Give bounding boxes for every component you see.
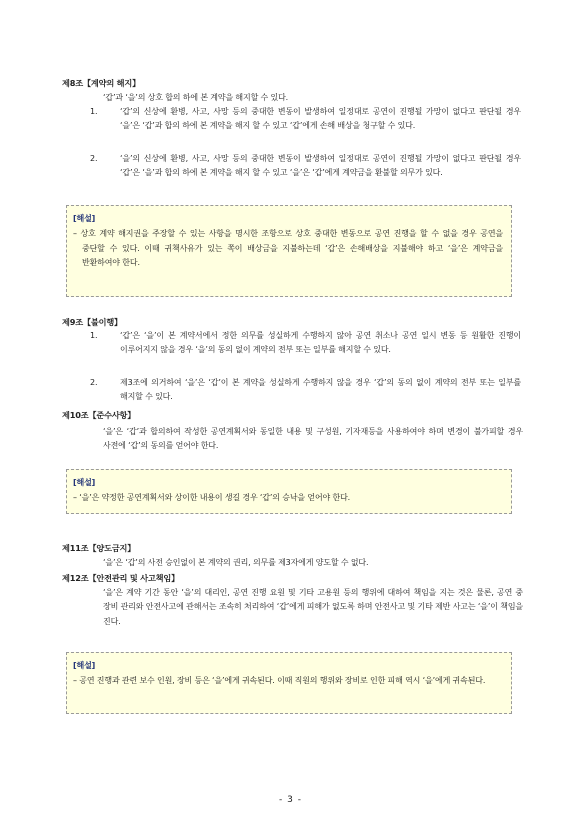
item-number: 1. xyxy=(90,331,98,340)
item-text: ‘갑’은 ‘을’이 본 계약서에서 정한 의무를 성실하게 수행하지 않아 공연 취소나 공연 일시 변동 등 원활한 진행이 이루어지지 않을 경우 ‘을’의 동의 없이 계약의 전부 또는 일부를 해지할 수 있다. xyxy=(120,331,521,355)
item-number: 2. xyxy=(90,378,98,387)
item-number: 1. xyxy=(90,107,98,116)
item-number: 2. xyxy=(90,154,98,163)
article-12-title: 제12조【안전관리 및 사고책임】 xyxy=(62,573,180,583)
article-10-commentary xyxy=(66,469,512,514)
page-number: - 3 - xyxy=(279,795,302,805)
commentary-title: [해설] xyxy=(73,478,96,487)
commentary-text: – ‘을’은 약정한 공연계획서와 상이한 내용이 생길 경우 ‘갑’의 승낙을 얻어야 한다. xyxy=(73,493,351,503)
article-10-text: ‘을’은 ‘갑’과 합의하여 작성한 공연계획서와 동일한 내용 및 구성원, 기자재등을 사용하여야 하며 변경이 불가피할 경우 사전에 ‘갑’의 동의를 얻어야 한다. xyxy=(103,427,523,451)
item-text: ‘을’의 신상에 환병, 사고, 사망 등의 중대한 변동이 발생하여 일정대로 공연이 진행될 가망이 없다고 판단될 경우 ‘갑’은 ‘을’과 합의 하에 본 계약을 해지 할 수 있고 ‘을’은 ‘갑’에게 계약금을 환불할 의무가 있다. xyxy=(120,154,521,178)
article-10-title: 제10조【준수사항】 xyxy=(62,410,136,420)
article-12-text: ‘을’은 계약 기간 동안 ‘을’의 대리인, 공연 진행 요원 및 기타 고용원 등의 행위에 대하여 책임을 지는 것은 물론, 공연 중 장비 관리와 안전사고에 관해서는 조속히 처리하여 ‘갑’에게 피해가 없도록 하며 안전사고 및 기타 제반 사고는 ‘을’이 책임을 진다. xyxy=(103,588,523,626)
commentary-text: – 공연 진행과 관련 보수 인원, 장비 등은 ‘을’에게 귀속된다. 이때 직원의 행위와 장비로 인한 피해 역시 ‘을’에게 귀속된다. xyxy=(73,676,486,686)
item-text: ‘갑’의 신상에 환병, 사고, 사망 등의 중대한 변동이 발생하여 일정대로 공연이 진행될 가망이 없다고 판단될 경우 ‘을’은 ‘갑’과 합의 하에 본 계약을 해지 할 수 있고 ‘갑’에게 손해 배상을 청구할 수 있다. xyxy=(120,107,521,131)
commentary-text: – 상호 계약 해지권을 주장할 수 있는 사항을 명시한 조항으로 상호 중대한 변동으로 공연 진행을 할 수 없을 경우 공연을 중단할 수 있다. 이때 귀책사유가 있는 쪽이 배상금을 지불하는데 ‘갑’은 손해배상을 지불해야 하고 ‘을’은 계약금을 반환하여야 한다. xyxy=(73,229,503,268)
article-12-commentary xyxy=(66,652,512,714)
article-9-title: 제9조【불이행】 xyxy=(62,317,123,327)
article-11-text: ‘을’은 ‘갑’의 사전 승인없이 본 계약의 권리, 의무를 제3자에게 양도할 수 없다. xyxy=(103,558,369,567)
article-11-title: 제11조【양도금지】 xyxy=(62,543,136,553)
item-text: 제3조에 의거하여 ‘을’은 ‘갑’이 본 계약을 성실하게 수행하지 않을 경우 ‘갑’의 동의 없이 계약의 전부 또는 일부를 해지할 수 있다. xyxy=(120,378,521,402)
article-8-item-2 xyxy=(90,152,521,181)
article-8-commentary xyxy=(66,205,512,297)
article-8-intro: ‘갑’과 ‘을’의 상호 합의 하에 본 계약을 해지할 수 있다. xyxy=(103,93,289,102)
commentary-title: [해설] xyxy=(73,661,96,670)
article-8-item-1 xyxy=(90,105,521,134)
article-9-item-2 xyxy=(90,376,521,405)
article-9-item-1 xyxy=(90,329,521,358)
commentary-title: [해설] xyxy=(73,214,96,223)
article-8-title: 제8조【계약의 해지】 xyxy=(62,78,141,88)
